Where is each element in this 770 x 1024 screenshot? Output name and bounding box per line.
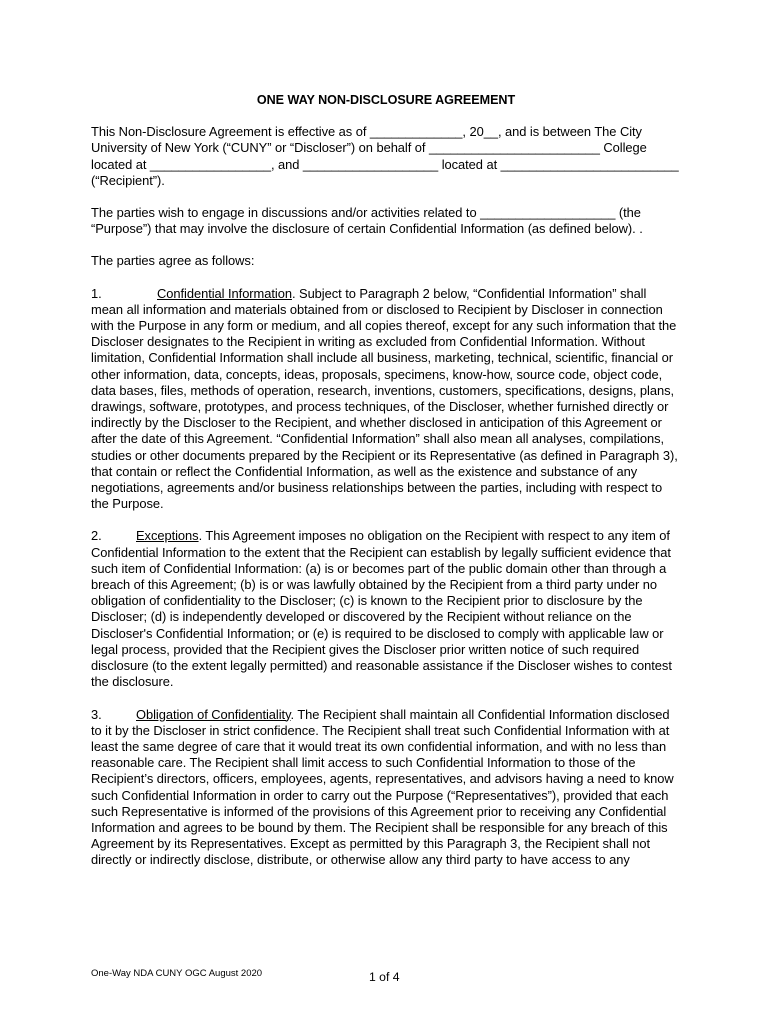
section-heading: Exceptions <box>136 528 199 544</box>
section-body: . Subject to Paragraph 2 below, “Confidential Information” shall mean all information and materials obtained from or disclosed to Recipient by Discloser in connection with the Purpose in any form or medium, and all copies thereof, except for any such information that the Discloser designates to the Recipient in writing as excluded from Confidential Information. Without limitation, Confidential Information shall include all business, marketing, technical, scientific, financial or other information, data, concepts, ideas, proposals, specimens, know-how, source code, object code, data bases, files, methods of operation, research, inventions, customers, specifications, designs, plans, drawings, software, prototypes, and process techniques, of the Discloser, whether furnished directly or indirectly by the Discloser to the Recipient, and whether disclosed in anticipation of this Agreement or after the date of this Agreement. “Confidential Information” shall also mean all analyses, compilations, studies or other documents prepared by the Recipient or its Representative (as defined in Paragraph 3), that contain or reflect the Confidential Information, as well as the existence and substance of any negotiations, agreements and/or business relationships between the parties, including with respect to the Purpose. <box>91 285 678 512</box>
section-confidential-information <box>91 286 681 513</box>
intro-paragraph: This Non-Disclosure Agreement is effective as of _____________, 20__, and is between The City University of New York (“CUNY” or “Discloser”) on behalf of ________________________ College located at _________________, and ___________________ located at _________________________ (“Recipient”). <box>91 124 679 188</box>
section-obligation-of-confidentiality <box>91 707 681 869</box>
section-number: 1. <box>91 285 102 301</box>
section-number: 3. <box>91 706 102 722</box>
document-body <box>91 92 681 885</box>
purpose-paragraph: The parties wish to engage in discussions and/or activities related to ___________________ (the “Purpose”) that may involve the disclosure of certain Confidential Information (as defined below). . <box>91 205 643 237</box>
footer-document-label: One-Way NDA CUNY OGC August 2020 <box>91 968 263 979</box>
section-number: 2. <box>91 528 102 544</box>
footer-page-number: 1 of 4 <box>369 970 400 984</box>
section-body: . This Agreement imposes no obligation on the Recipient with respect to any item of Confidential Information to the extent that the Recipient can establish by legally sufficient evidence that such item of Confidential Information: (a) is or becomes part of the public domain other than through a breach of this Agreement; (b) is or was lawfully obtained by the Recipient from a third party under no obligation of confidentiality to the Discloser; (c) is known to the Recipient prior to disclosure by the Discloser; (d) is independently developed or discovered by the Recipient without reliance on the Discloser's Confidential Information; or (e) is required to be disclosed to comply with applicable law or legal process, provided that the Recipient gives the Discloser prior written notice of such required disclosure (to the extent legally permitted) and reasonable assistance if the Discloser wishes to contest the disclosure. <box>91 528 672 690</box>
section-heading: Obligation of Confidentiality <box>136 706 291 722</box>
section-exceptions <box>91 528 681 690</box>
document-title: ONE WAY NON-DISCLOSURE AGREEMENT <box>256 93 516 107</box>
agree-paragraph: The parties agree as follows: <box>91 253 255 269</box>
section-body: . The Recipient shall maintain all Confidential Information disclosed to it by the Discloser in strict confidence. The Recipient shall treat such Confidential Information with at least the same degree of care that it would treat its own confidential information, and with no less than reasonable care. The Recipient shall limit access to such Confidential Information to those of the Recipient’s directors, officers, employees, agents, representatives, and advisors having a need to know such Confidential Information in order to carry out the Purpose (“Representatives”), provided that each such Representative is informed of the provisions of this Agreement prior to receiving any Confidential Information and agrees to be bound by them. The Recipient shall be responsible for any breach of this Agreement by its Representatives. Except as permitted by this Paragraph 3, the Recipient shall not directly or indirectly disclose, distribute, or otherwise allow any third party to have access to any <box>91 706 674 868</box>
section-heading: Confidential Information <box>157 285 292 301</box>
